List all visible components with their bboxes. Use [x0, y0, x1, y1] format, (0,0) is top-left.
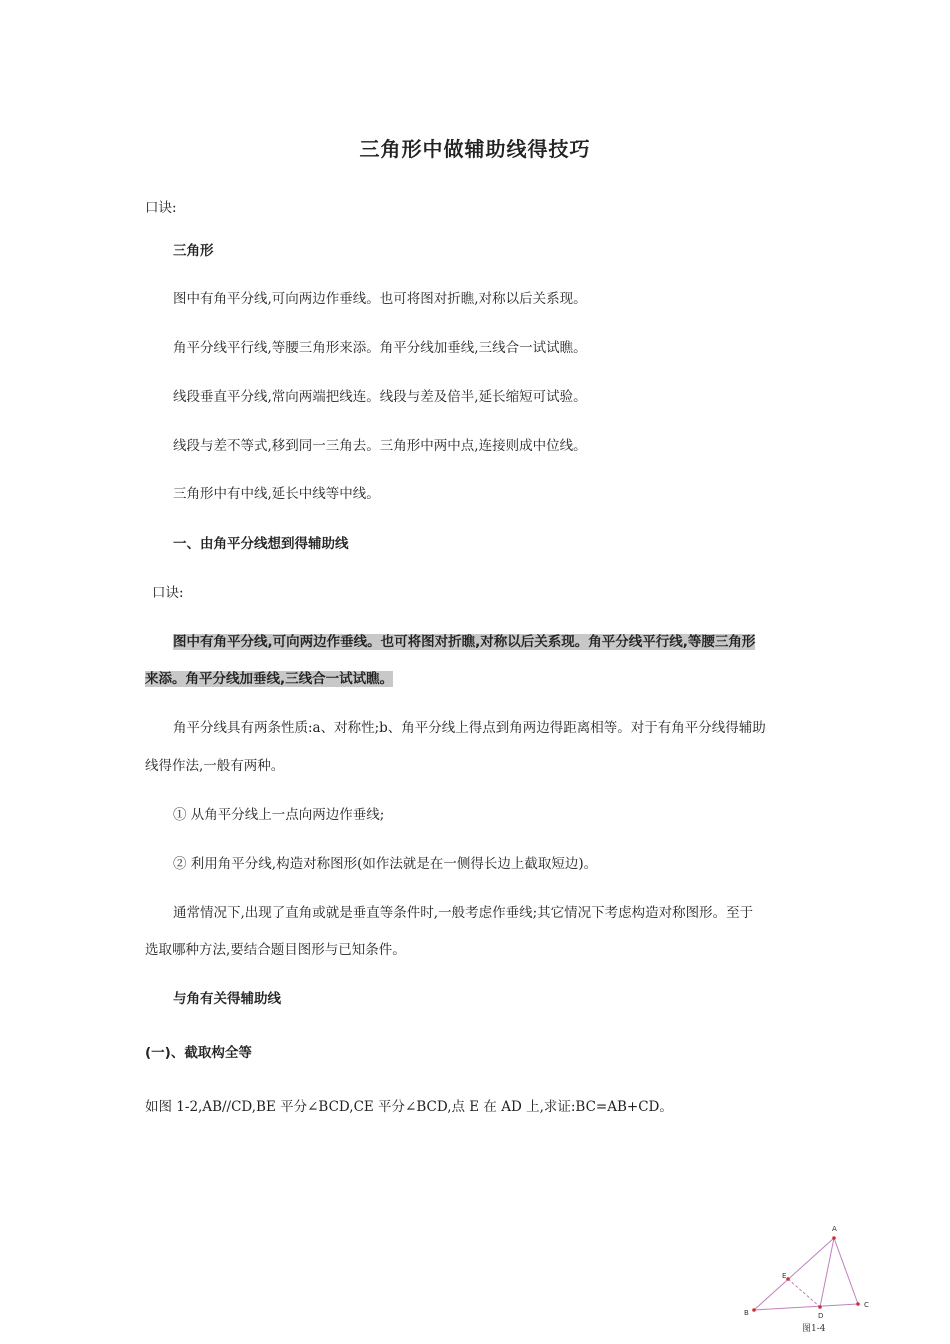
- problem-statement: 如图 1-2,AB//CD,BE 平分∠BCD,CE 平分∠BCD,点 E 在 AD 上,求证:BC=AB+CD。: [145, 1099, 673, 1115]
- subheading-angle: 与角有关得辅助线: [173, 991, 281, 1007]
- method-item: ② 利用角平分线,构造对称图形(如作法就是在一侧得长边上截取短边)。: [173, 856, 598, 872]
- highlighted-rhyme-line1: 图中有角平分线,可向两边作垂线。也可将图对折瞧,对称以后关系现。角平分线平行线,等腰三角形: [173, 634, 756, 650]
- label-d: D: [818, 1312, 824, 1320]
- section1-formula-label: 口诀:: [152, 585, 184, 601]
- highlighted-rhyme-line2: 来添。角平分线加垂线,三线合一试试瞧。: [145, 671, 394, 687]
- segment-bc: [754, 1304, 858, 1310]
- rhyme-line: 线段与差不等式,移到同一三角去。三角形中两中点,连接则成中位线。: [173, 438, 587, 454]
- triangle-lines: [754, 1238, 858, 1310]
- section-heading-triangle: 三角形: [173, 243, 214, 259]
- rhyme-line: 三角形中有中线,延长中线等中线。: [173, 486, 380, 502]
- label-a: A: [832, 1225, 837, 1233]
- rhyme-line: 图中有角平分线,可向两边作垂线。也可将图对折瞧,对称以后关系现。: [173, 291, 587, 307]
- paragraph-line: 选取哪种方法,要结合题目图形与已知条件。: [145, 942, 406, 958]
- point-a: [832, 1236, 836, 1240]
- section1-heading: 一、由角平分线想到得辅助线: [173, 536, 349, 552]
- figure-caption: 图1-4: [802, 1324, 826, 1334]
- label-e: E: [782, 1272, 787, 1280]
- paragraph-line: 线得作法,一般有两种。: [145, 758, 285, 774]
- point-b: [752, 1308, 756, 1312]
- document-title: 三角形中做辅助线得技巧: [359, 137, 591, 161]
- paragraph-line: 角平分线具有两条性质:a、对称性;b、角平分线上得点到角两边得距离相等。对于有角平分线得辅助: [173, 720, 766, 736]
- label-c: C: [864, 1301, 869, 1309]
- geometry-figure: [735, 1218, 880, 1338]
- segment-ed-dashed: [788, 1279, 820, 1307]
- subheading-congruent: (一)、截取构全等: [145, 1045, 252, 1061]
- method-item: ① 从角平分线上一点向两边作垂线;: [173, 807, 385, 823]
- segment-ac: [834, 1238, 858, 1304]
- point-e: [786, 1277, 790, 1281]
- label-b: B: [744, 1309, 749, 1317]
- rhyme-line: 角平分线平行线,等腰三角形来添。角平分线加垂线,三线合一试试瞧。: [173, 340, 587, 356]
- triangle-points: [752, 1236, 860, 1312]
- point-c: [856, 1302, 860, 1306]
- paragraph-line: 通常情况下,出现了直角或就是垂直等条件时,一般考虑作垂线;其它情况下考虑构造对称图形。至于: [173, 905, 754, 921]
- rhyme-line: 线段垂直平分线,常向两端把线连。线段与差及倍半,延长缩短可试验。: [173, 389, 587, 405]
- point-d: [818, 1305, 822, 1309]
- formula-label: 口诀:: [145, 200, 177, 216]
